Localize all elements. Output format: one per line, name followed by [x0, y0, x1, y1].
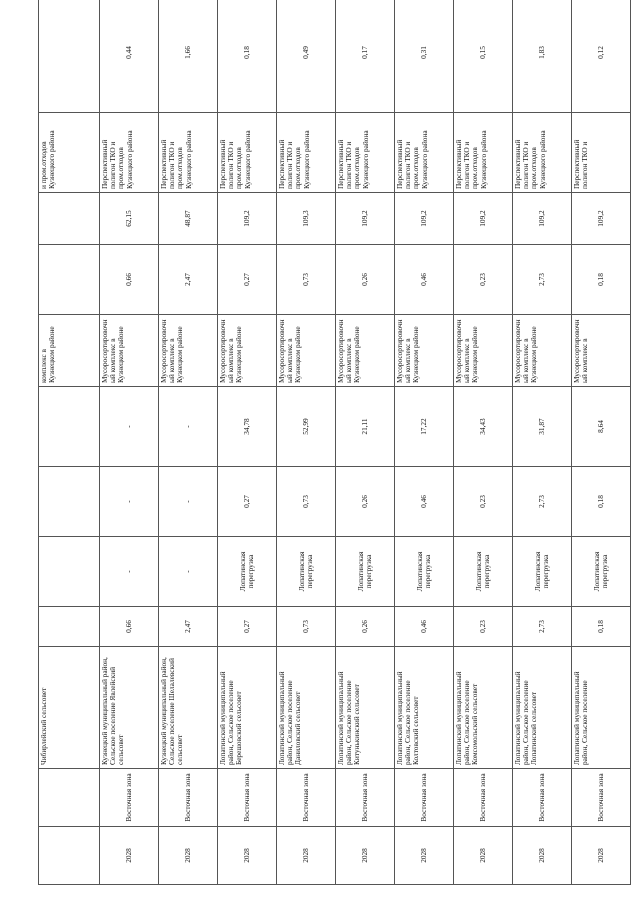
- transfer-quantity-cell: 0,26: [336, 467, 395, 537]
- year-cell: 2028: [454, 827, 513, 885]
- settlement-cell: Кузнецкий муниципальный район, Сельское поселение Шелалевский сельсовет: [159, 647, 218, 769]
- destination-quantity-cell: 0,12: [572, 0, 631, 113]
- quantity-cell: 0,46: [395, 607, 454, 647]
- year-cell: 2028: [159, 827, 218, 885]
- quantity-cell: 2,73: [513, 607, 572, 647]
- destination-cell: Перспективный полигон ТКО и пром.отходов Кузнецкого района: [395, 113, 454, 193]
- facility-quantity-cell: 2,47: [159, 245, 218, 315]
- facility-distance-cell: 109,2: [336, 193, 395, 245]
- value-cell: [39, 245, 100, 315]
- zone-cell: [39, 769, 100, 827]
- quantity-cell: 0,23: [454, 607, 513, 647]
- facility-cell: Мусоросортировочный комплекс в Кузнецком районе: [277, 315, 336, 387]
- table-row-continued: [39, 0, 100, 885]
- value-cell: [39, 467, 100, 537]
- destination-cell: Перспективный полигон ТКО и пром.отходов Кузнецкого района: [218, 113, 277, 193]
- value-cell: [39, 387, 100, 467]
- table-row: [100, 0, 159, 885]
- destination-cell: Перспективный полигон ТКО и: [572, 113, 631, 193]
- quantity-cell: 2,47: [159, 607, 218, 647]
- table-row: [572, 0, 631, 885]
- transfer-distance-cell: 34,43: [454, 387, 513, 467]
- settlement-cell: Лопатинский муниципальный район, Сельское поселение Берешовский сельсовет: [218, 647, 277, 769]
- facility-distance-cell: 109,2: [513, 193, 572, 245]
- zone-cell: Восточная зона: [336, 769, 395, 827]
- facility-cell: комплекс в Кузнецком районе: [39, 315, 100, 387]
- transfer-distance-cell: 34,78: [218, 387, 277, 467]
- facility-cell: Мусоросортировочный комплекс в Кузнецком районе: [454, 315, 513, 387]
- transfer-station-cell: -: [100, 537, 159, 607]
- value-cell: [39, 0, 100, 113]
- transfer-station-cell: Лопатинская перегрузка: [277, 537, 336, 607]
- destination-quantity-cell: 0,15: [454, 0, 513, 113]
- destination-cell: Перспективный полигон ТКО и пром.отходов Кузнецкого района: [336, 113, 395, 193]
- facility-quantity-cell: 0,26: [336, 245, 395, 315]
- zone-cell: Восточная зона: [277, 769, 336, 827]
- transfer-distance-cell: -: [159, 387, 218, 467]
- transfer-distance-cell: 31,87: [513, 387, 572, 467]
- transfer-distance-cell: 52,99: [277, 387, 336, 467]
- facility-cell: Мусоросортировочный комплекс в Кузнецком районе: [513, 315, 572, 387]
- transfer-station-cell: -: [159, 537, 218, 607]
- transfer-distance-cell: 17,22: [395, 387, 454, 467]
- year-cell: 2028: [513, 827, 572, 885]
- facility-distance-cell: 62,15: [100, 193, 159, 245]
- facility-quantity-cell: 0,23: [454, 245, 513, 315]
- destination-quantity-cell: 0,49: [277, 0, 336, 113]
- zone-cell: Восточная зона: [100, 769, 159, 827]
- table-row: [336, 0, 395, 885]
- table-row: [513, 0, 572, 885]
- table-row: [395, 0, 454, 885]
- rotated-page: [38, 20, 609, 885]
- destination-quantity-cell: 0,17: [336, 0, 395, 113]
- transfer-station-cell: Лопатинская перегрузка: [454, 537, 513, 607]
- settlement-cell: Чибирлейский сельсовет: [39, 647, 100, 769]
- facility-cell: Мусоросортировочный комплекс в Кузнецком районе: [395, 315, 454, 387]
- year-cell: 2028: [336, 827, 395, 885]
- destination-quantity-cell: 0,31: [395, 0, 454, 113]
- settlement-cell: Лопатинский муниципальный район, Сельское поселение Комсомольский сельсовет: [454, 647, 513, 769]
- transfer-distance-cell: 8,64: [572, 387, 631, 467]
- transfer-distance-cell: -: [100, 387, 159, 467]
- destination-cell: Перспективный полигон ТКО и пром.отходов Кузнецкого района: [454, 113, 513, 193]
- quantity-cell: 0,66: [100, 607, 159, 647]
- zone-cell: Восточная зона: [218, 769, 277, 827]
- destination-quantity-cell: 1,83: [513, 0, 572, 113]
- transfer-station-cell: Лопатинская перегрузка: [513, 537, 572, 607]
- table-row: [277, 0, 336, 885]
- transfer-cell: [39, 537, 100, 607]
- facility-cell: Мусоросортировочный комплекс в Кузнецком районе: [159, 315, 218, 387]
- facility-cell: Мусоросортировочный комплекс в Кузнецком районе: [100, 315, 159, 387]
- destination-quantity-cell: 0,44: [100, 0, 159, 113]
- waste-flow-table: [38, 0, 631, 885]
- transfer-quantity-cell: 0,27: [218, 467, 277, 537]
- year-cell: 2028: [395, 827, 454, 885]
- transfer-distance-cell: 21,11: [336, 387, 395, 467]
- zone-cell: Восточная зона: [513, 769, 572, 827]
- facility-quantity-cell: 0,18: [572, 245, 631, 315]
- facility-distance-cell: 109,2: [395, 193, 454, 245]
- transfer-quantity-cell: 0,73: [277, 467, 336, 537]
- settlement-cell: Лопатинский муниципальный район, Сельское поселение Даниловский сельсовет: [277, 647, 336, 769]
- destination-quantity-cell: 1,66: [159, 0, 218, 113]
- facility-cell: Мусоросортировочный комплекс в: [572, 315, 631, 387]
- quantity-cell: 0,27: [218, 607, 277, 647]
- facility-quantity-cell: 2,73: [513, 245, 572, 315]
- quantity-cell: 0,18: [572, 607, 631, 647]
- zone-cell: Восточная зона: [159, 769, 218, 827]
- year-cell: 2028: [277, 827, 336, 885]
- settlement-cell: Кузнецкий муниципальный район, Сельское поселение Явлейский сельсовет: [100, 647, 159, 769]
- facility-cell: Мусоросортировочный комплекс в Кузнецком районе: [218, 315, 277, 387]
- facility-distance-cell: 48,87: [159, 193, 218, 245]
- facility-quantity-cell: 0,27: [218, 245, 277, 315]
- zone-cell: Восточная зона: [572, 769, 631, 827]
- transfer-quantity-cell: 0,18: [572, 467, 631, 537]
- transfer-quantity-cell: 2,73: [513, 467, 572, 537]
- settlement-cell: Лопатинский муниципальный район, Сельское поселение: [572, 647, 631, 769]
- facility-distance-cell: 109,2: [572, 193, 631, 245]
- destination-cell: и пром.отходов Кузнецкого района: [39, 113, 100, 193]
- table-row: [218, 0, 277, 885]
- destination-cell: Перспективный полигон ТКО и пром.отходов Кузнецкого района: [159, 113, 218, 193]
- transfer-quantity-cell: -: [159, 467, 218, 537]
- destination-quantity-cell: 0,18: [218, 0, 277, 113]
- destination-cell: Перспективный полигон ТКО и пром.отходов Кузнецкого района: [277, 113, 336, 193]
- quantity-cell: 0,26: [336, 607, 395, 647]
- transfer-quantity-cell: 0,46: [395, 467, 454, 537]
- settlement-cell: Лопатинский муниципальный район, Сельское поселение Колтовский сельсовет: [395, 647, 454, 769]
- facility-quantity-cell: 0,73: [277, 245, 336, 315]
- value-cell: [39, 607, 100, 647]
- zone-cell: Восточная зона: [454, 769, 513, 827]
- facility-distance-cell: 109,2: [454, 193, 513, 245]
- facility-cell: Мусоросортировочный комплекс в Кузнецком районе: [336, 315, 395, 387]
- transfer-station-cell: Лопатинская перегрузка: [572, 537, 631, 607]
- transfer-station-cell: Лопатинская перегрузка: [336, 537, 395, 607]
- destination-cell: Перспективный полигон ТКО и пром.отходов Кузнецкого района: [100, 113, 159, 193]
- table-row: [454, 0, 513, 885]
- settlement-cell: Лопатинский муниципальный район, Сельское поселение Китунькинский сельсовет: [336, 647, 395, 769]
- facility-quantity-cell: 0,46: [395, 245, 454, 315]
- facility-distance-cell: 109,2: [218, 193, 277, 245]
- quantity-cell: 0,73: [277, 607, 336, 647]
- transfer-station-cell: Лопатинская перегрузка: [218, 537, 277, 607]
- facility-quantity-cell: 0,66: [100, 245, 159, 315]
- zone-cell: Восточная зона: [395, 769, 454, 827]
- transfer-quantity-cell: 0,23: [454, 467, 513, 537]
- value-cell: [39, 193, 100, 245]
- facility-distance-cell: 109,3: [277, 193, 336, 245]
- settlement-cell: Лопатинский муниципальный район, Сельское поселение Лопатинский сельсовет: [513, 647, 572, 769]
- year-cell: 2028: [572, 827, 631, 885]
- transfer-quantity-cell: -: [100, 467, 159, 537]
- table-row: [159, 0, 218, 885]
- year-cell: [39, 827, 100, 885]
- year-cell: 2028: [100, 827, 159, 885]
- year-cell: 2028: [218, 827, 277, 885]
- transfer-station-cell: Лопатинская перегрузка: [395, 537, 454, 607]
- destination-cell: Перспективный полигон ТКО и пром.отходов Кузнецкого района: [513, 113, 572, 193]
